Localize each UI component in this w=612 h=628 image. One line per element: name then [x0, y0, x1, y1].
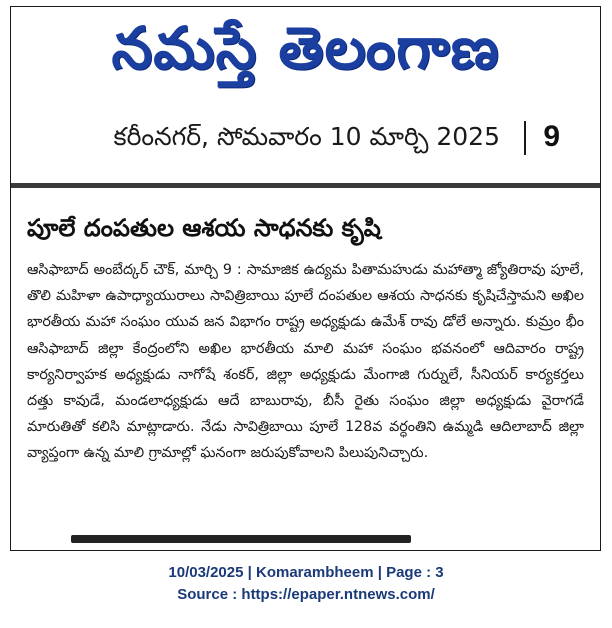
cropped-text-fragment — [71, 535, 411, 543]
dateline-divider — [524, 121, 526, 155]
cropped-next-headline — [71, 535, 411, 555]
newspaper-clipping — [10, 6, 601, 551]
page-number: 9 — [543, 120, 560, 153]
article-headline: పూలే దంపతుల ఆశయ సాధనకు కృషి — [27, 214, 381, 242]
masthead-title: నమస్తే తెలంగాణ — [111, 14, 500, 82]
article-body: ఆసిఫాబాద్ అంబేద్కర్ చౌక్, మార్చి 9 : సామాజిక ఉద్యమ పితామహుడు మహాత్మా జ్యోతిరావు పూలే, తొలి మహిళా ఉపాధ్యాయురాలు సావిత్రిబాయి పూలే దంపతుల ఆశయ సాధనకు కృషిచేస్తామని అఖిల భారతీయ మహా సంఘం యువ జన విభాగం రాష్ట్ర అధ్యక్షుడు ఉమేశ్ రావు డోలే అన్నారు. కుమ్రం భీం ఆసిఫాబాద్ జిల్లా కేంద్రంలోని అఖిల భారతీయ మాలి మహా సంఘం భవనంలో ఆదివారం రాష్ట్ర కార్యనిర్వాహక అధ్యక్షుడు నాగోషే శంకర్, జిల్లా అధ్యక్షుడు మేంగాజి గుర్నులే, సీనియర్ కార్యకర్తలు దత్తు కావుడే, మండలాధ్యక్షుడు ఆదే బాబురావు, బీసీ రైతు సంఘం జిల్లా అధ్యక్షుడు వైరాగడే మారుతితో కలిసి మాట్లాడారు. నేడు సావిత్రిబాయి పూలే 128వ వర్ధంతిని ఉమ్మడి ఆదిలాబాద్ జిల్లా వ్యాప్తంగా ఉన్న మాలి గ్రామాల్లో ఘనంగా జరుపుకోవాలని పిలుపునిచ్చారు. — [27, 262, 584, 462]
dateline-text: కరీంనగర్, సోమవారం 10 మార్చి 2025 — [113, 122, 500, 151]
source-caption — [0, 562, 612, 606]
dateline — [11, 115, 600, 161]
caption-line-date: 10/03/2025 | Komarambheem | Page : 3 — [168, 564, 444, 581]
masthead-rule — [11, 183, 600, 188]
caption-line-source: Source : https://epaper.ntnews.com/ — [177, 586, 435, 603]
